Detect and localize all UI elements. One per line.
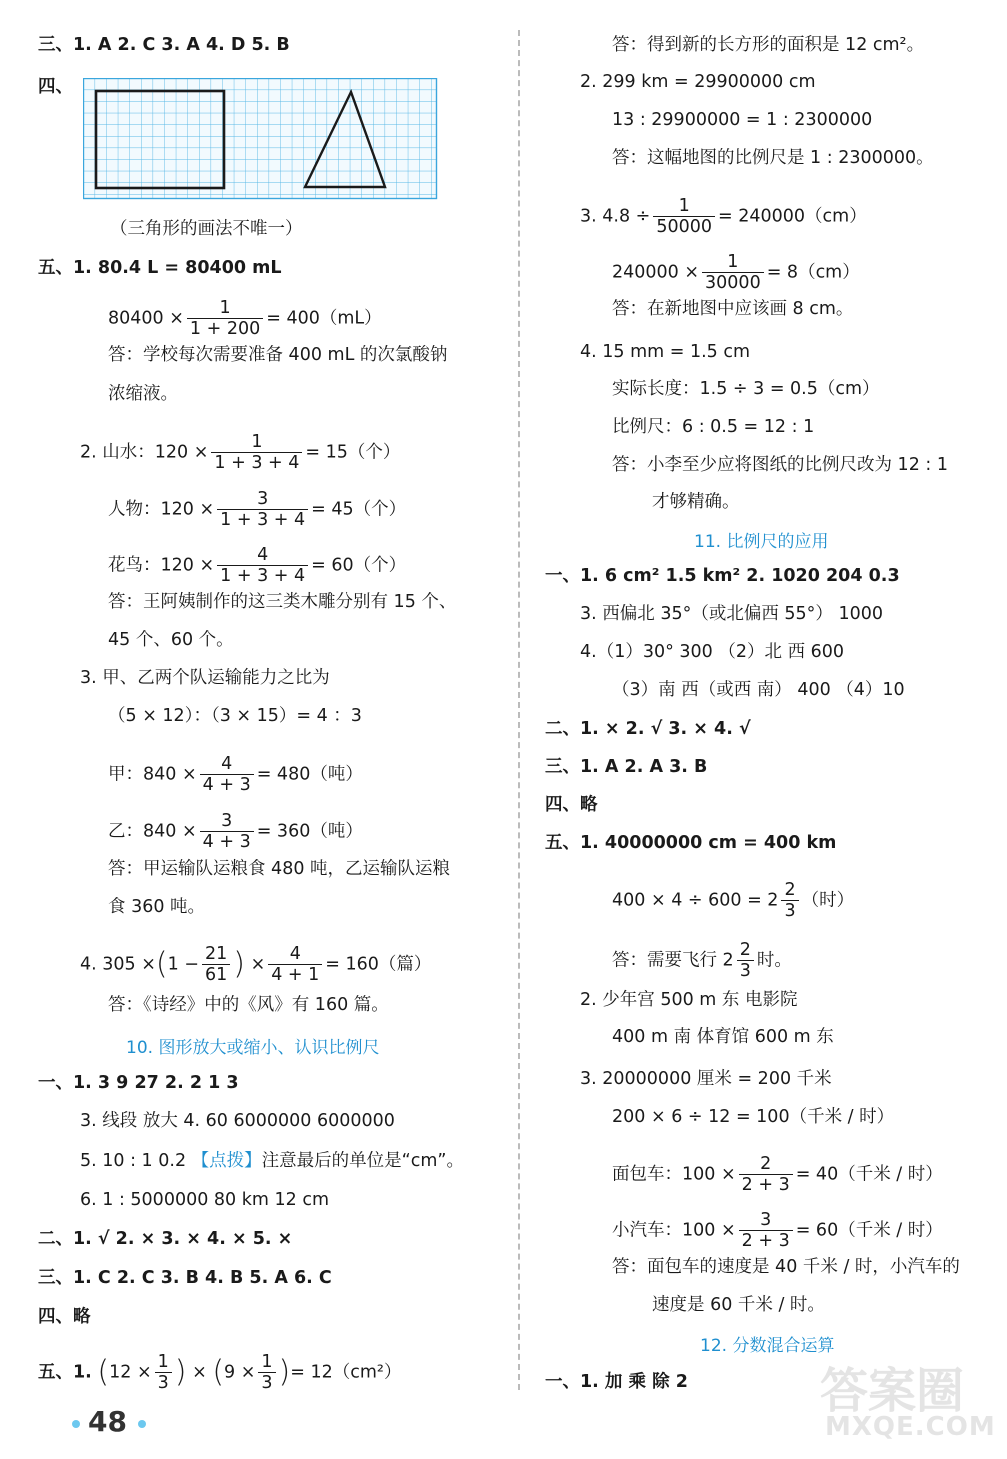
section-title: 11. 比例尺的应用 <box>694 532 829 552</box>
answer-line: 答：学校每次需要准备 400 mL 的次氯酸钠 <box>108 345 448 365</box>
answer-line: 答：这幅地图的比例尺是 1 : 2300000。 <box>612 148 934 168</box>
answer-line: 才够精确。 <box>652 492 740 512</box>
answer-line: 400 m 南 体育馆 600 m 东 <box>612 1027 834 1047</box>
fraction: $\frac{2}{2 + 3}$ <box>739 1154 793 1195</box>
decor-dot <box>72 1420 80 1428</box>
watermark-logo: 答案圈 <box>820 1363 965 1419</box>
fraction: $\frac{4}{1 + 3 + 4}$ <box>217 545 308 586</box>
fraction: $\frac{2}{3}$ <box>781 880 798 921</box>
answer-line: 一、1. 6 cm² 1.5 km² 2. 1020 204 0.3 <box>545 566 900 586</box>
fraction: $\frac{1}{1 + 3 + 4}$ <box>211 432 302 473</box>
equation: 面包车：100 × $\frac{2}{2 + 3}$ = 40（千米 / 时） <box>612 1154 943 1195</box>
answer-line: 4. 15 mm = 1.5 cm <box>580 342 751 362</box>
answer-line: 比例尺：6 : 0.5 = 12 : 1 <box>612 417 815 437</box>
note: （三角形的画法不唯一） <box>110 219 303 239</box>
answer-line: 五、1. 80.4 L = 80400 mL <box>38 258 282 278</box>
fraction: $\frac{1}{1 + 200}$ <box>187 298 263 339</box>
section-title: 10. 图形放大或缩小、认识比例尺 <box>126 1038 380 1058</box>
equation: 人物：120 × $\frac{3}{1 + 3 + 4}$ = 45（个） <box>108 489 407 530</box>
answer-line: 一、1. 3 9 27 2. 2 1 3 <box>38 1073 239 1093</box>
answer-line: 答：甲运输队运粮食 480 吨，乙运输队运粮 <box>108 859 451 879</box>
section-title: 12. 分数混合运算 <box>700 1336 835 1356</box>
answer-line: 答：得到新的长方形的面积是 12 cm²。 <box>612 35 925 55</box>
answer-line: 答：需要飞行 2 $\frac{2}{3}$ 时。 <box>612 940 792 981</box>
fraction: $\frac{1}{3}$ <box>155 1352 172 1393</box>
answer-line: 一、1. 加 乘 除 2 <box>545 1372 688 1392</box>
fraction: $\frac{1}{50000}$ <box>653 196 715 237</box>
column-divider <box>518 30 520 1390</box>
answer-line: 速度是 60 千米 / 时。 <box>652 1295 825 1315</box>
equation: 400 × 4 ÷ 600 = 2 $\frac{2}{3}$ （时） <box>612 880 855 921</box>
answer-line: 45 个、60 个。 <box>108 630 234 650</box>
equation: 240000 × $\frac{1}{30000}$ = 8（cm） <box>612 252 860 293</box>
answer-line: 食 360 吨。 <box>108 897 206 917</box>
page-number: 48 <box>88 1405 127 1438</box>
answer-line: 三、1. A 2. C 3. A 4. D 5. B <box>38 35 290 55</box>
answer-line: 实际长度：1.5 ÷ 3 = 0.5（cm） <box>612 379 880 399</box>
equation: 小汽车：100 × $\frac{3}{2 + 3}$ = 60（千米 / 时） <box>612 1210 943 1251</box>
answer-line: 2. 少年宫 500 m 东 电影院 <box>580 990 798 1010</box>
equation: 五、1. (12 × $\frac{1}{3}$ ) × (9 × $\frac{1}{3}$ )= 12（cm²） <box>38 1352 402 1393</box>
answer-line: 2. 299 km = 29900000 cm <box>580 72 816 92</box>
answer-line: 四、略 <box>38 1307 91 1327</box>
fraction: $\frac{1}{30000}$ <box>702 252 764 293</box>
answer-line: 二、1. × 2. √ 3. × 4. √ <box>545 719 751 739</box>
equation: 2. 山水：120 × $\frac{1}{1 + 3 + 4}$ = 15（个） <box>80 432 401 473</box>
equation: 3. 4.8 ÷ $\frac{1}{50000}$ = 240000（cm） <box>580 196 867 237</box>
answer-line: 二、1. √ 2. × 3. × 4. × 5. × <box>38 1229 293 1249</box>
answer-line: （3）南 西（或西 南） 400 （4）10 <box>612 680 905 700</box>
answer-line: 五、1. 40000000 cm = 400 km <box>545 833 837 853</box>
answer-line: 答：面包车的速度是 40 千米 / 时，小汽车的 <box>612 1257 960 1277</box>
equation: 80400 × $\frac{1}{1 + 200}$ = 400（mL） <box>108 298 382 339</box>
equation: 乙：840 × $\frac{3}{4 + 3}$ = 360（吨） <box>108 811 363 852</box>
equation: 4. 305 ×(1 − $\frac{21}{61}$ ) × $\frac{4}{4 + 1}$ = 160（篇） <box>80 944 432 985</box>
fraction: $\frac{4}{4 + 3}$ <box>200 754 254 795</box>
tip-label: 【点拨】 <box>191 1151 262 1171</box>
answer-line: 答：王阿姨制作的这三类木雕分别有 15 个、 <box>108 592 457 612</box>
equation: 200 × 6 ÷ 12 = 100（千米 / 时） <box>612 1107 895 1127</box>
answer-line: 6. 1 : 5000000 80 km 12 cm <box>80 1190 329 1210</box>
answer-line: 四、略 <box>545 795 598 815</box>
equation: 甲：840 × $\frac{4}{4 + 3}$ = 480（吨） <box>108 754 363 795</box>
equation: 13 : 29900000 = 1 : 2300000 <box>612 110 873 130</box>
watermark-url: MXQE.COM <box>825 1412 996 1442</box>
fraction: $\frac{3}{2 + 3}$ <box>739 1210 793 1251</box>
answer-line: 3. 20000000 厘米 = 200 千米 <box>580 1069 832 1089</box>
answer-line: 4.（1）30° 300 （2）北 西 600 <box>580 642 845 662</box>
answer-line: 三、1. C 2. C 3. B 4. B 5. A 6. C <box>38 1268 332 1288</box>
answer-line: 四、 <box>38 77 73 97</box>
grid-drawing <box>83 78 438 200</box>
answer-line: 3. 西偏北 35°（或北偏西 55°） 1000 <box>580 604 884 624</box>
answer-line: 答：在新地图中应该画 8 cm。 <box>612 299 854 319</box>
fraction: $\frac{3}{4 + 3}$ <box>200 811 254 852</box>
decor-dot <box>138 1420 146 1428</box>
fraction: $\frac{1}{3}$ <box>258 1352 275 1393</box>
answer-line: 答：《诗经》中的《风》有 160 篇。 <box>108 995 389 1015</box>
answer-line: 3. 线段 放大 4. 60 6000000 6000000 <box>80 1111 395 1131</box>
answer-line: 5. 10 : 1 0.2 【点拨】注意最后的单位是“cm”。 <box>80 1151 464 1171</box>
equation: 花鸟：120 × $\frac{4}{1 + 3 + 4}$ = 60（个） <box>108 545 407 586</box>
fraction: $\frac{3}{1 + 3 + 4}$ <box>217 489 308 530</box>
answer-line: 三、1. A 2. A 3. B <box>545 757 708 777</box>
equation: （5 × 12）：（3 × 15）= 4 ：3 <box>108 706 362 726</box>
fraction: $\frac{21}{61}$ <box>202 944 230 985</box>
fraction: $\frac{4}{4 + 1}$ <box>268 944 322 985</box>
answer-line: 答：小李至少应将图纸的比例尺改为 12 : 1 <box>612 455 948 475</box>
fraction: $\frac{2}{3}$ <box>737 940 754 981</box>
answer-line: 浓缩液。 <box>108 384 178 404</box>
answer-line: 3. 甲、乙两个队运输能力之比为 <box>80 668 330 688</box>
